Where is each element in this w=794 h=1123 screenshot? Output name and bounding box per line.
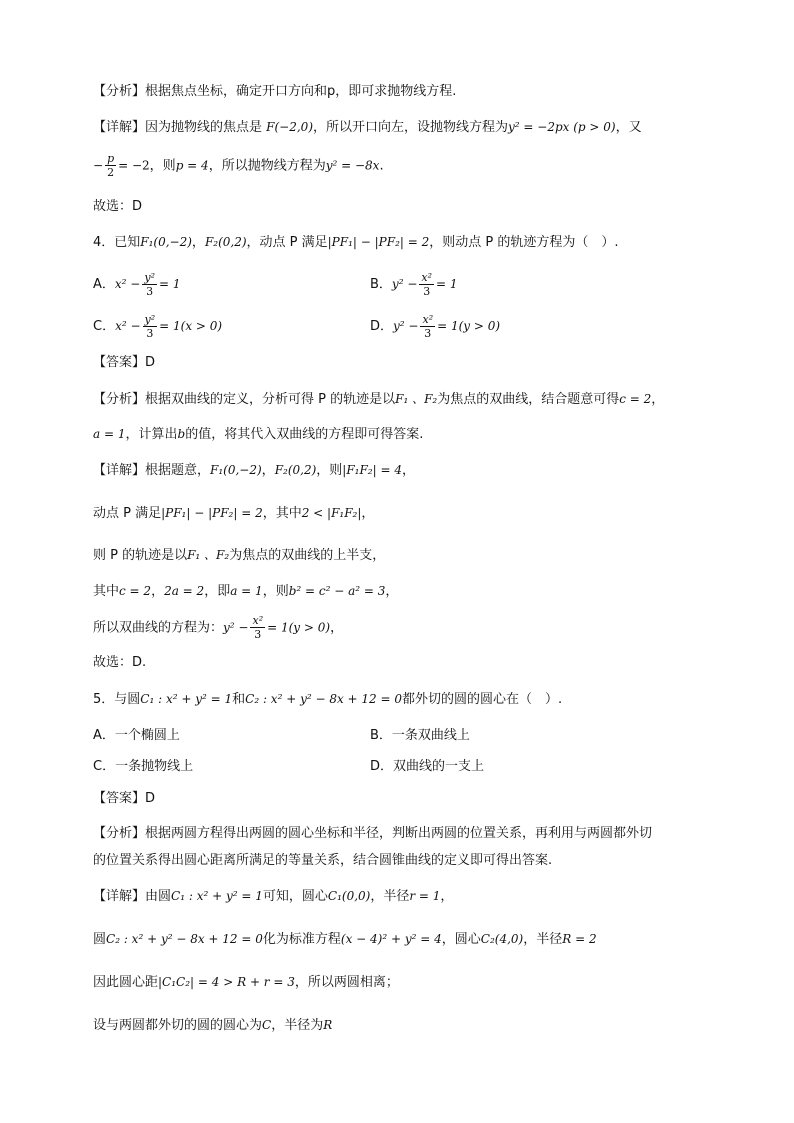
q4-detail-2a: 动点 P 满足 [93, 506, 162, 521]
frac-den: 3 [146, 326, 154, 340]
frac-den: 3 [424, 326, 432, 340]
option-lhs: x² − [115, 319, 141, 333]
q4-detail-1c: ， [261, 463, 275, 478]
option-rhs: = 1 [436, 277, 458, 291]
q4-detail-5end: ， [330, 620, 344, 636]
q5-circle-2: C₂ : x² + y² − 8x + 12 = 0 [245, 692, 403, 706]
q5-stem-b: 和 [232, 692, 246, 707]
q4-analysis-1e: ， [651, 392, 665, 407]
q5-option-a[interactable] [93, 721, 180, 751]
frac-num: x² [252, 614, 264, 627]
q5-detail-c2: C₂ : x² + y² − 8x + 12 = 0 [106, 932, 263, 946]
option-label: D． [370, 759, 394, 774]
q4-detail-line-4 [93, 581, 398, 602]
option-label: D． [370, 319, 394, 334]
q3-detail-text-a: 因为抛物线的焦点是 [145, 120, 263, 135]
option-label: A． [93, 277, 115, 292]
q4-detail-1e: ，则 [316, 463, 343, 478]
q5-stem [93, 689, 562, 710]
q4-analysis-2b: ，计算出 [125, 427, 178, 442]
q4-detail-line-5 [93, 615, 343, 641]
q3-detail-text-c: ，又 [615, 120, 642, 135]
q3-frac-eq: = −2 [118, 158, 150, 173]
q4-analysis-foci: F₁ 、F₂ [395, 392, 438, 406]
q4-detail-foci: F₁ 、F₂ [187, 548, 230, 562]
q4-detail-cond: |PF₁| − |PF₂| = 2 [161, 506, 263, 520]
q4-sep: ， [191, 235, 205, 250]
q3-frac-num: p [107, 152, 115, 165]
q5-option-c[interactable] [93, 752, 193, 782]
q4-detail-lhs: y² − [223, 620, 249, 635]
option-label: A． [93, 728, 115, 743]
q4-stem [93, 232, 619, 253]
q5-detail-C: C [262, 1018, 272, 1032]
q4-detail-1g: ， [401, 463, 415, 478]
frac-den: 3 [146, 284, 154, 298]
q4-analysis-line-1 [93, 389, 664, 410]
option-label: C． [93, 759, 116, 774]
minus-sign: − [93, 158, 104, 173]
q4-detail-1a: 根据题意， [145, 463, 211, 478]
q5-answer: D [145, 791, 156, 806]
q4-detail-ineq: 2 < |F₁F₂| [301, 506, 362, 520]
option-text: 一条抛物线上 [115, 759, 194, 774]
q4-detail-rhs: = 1(y > 0) [267, 620, 331, 635]
q3-analysis-text: 根据焦点坐标，确定开口方向和p，即可求抛物线方程. [145, 84, 457, 99]
q5-detail-4a: 设与两圆都外切的圆的圆心为 [93, 1018, 263, 1033]
q4-f2: F₂(0,2) [204, 235, 247, 249]
q4-detail-4c: ， [151, 584, 165, 599]
q4-detail-4e: ，即 [204, 584, 231, 599]
detail-tag: 【详解】 [93, 889, 146, 904]
q4-detail-4g: ，则 [262, 584, 289, 599]
q5-detail-2c: 化为标准方程 [262, 932, 341, 947]
option-rhs: = 1(x > 0) [159, 319, 223, 333]
q4-option-b[interactable] [370, 269, 458, 300]
q3-frac-den: 2 [107, 166, 115, 179]
option-lhs: x² − [114, 277, 141, 291]
q4-detail-5a: 所以双曲线的方程为： [93, 620, 224, 636]
q5-analysis-1: 根据两圆方程得出两圆的圆心坐标和半径，判断出两圆的位置关系，再利用与两圆都外切 [145, 826, 653, 841]
q5-detail-1g: ， [440, 889, 454, 904]
q4-analysis-a: a = 1 [93, 427, 126, 441]
q3-choose: 故选：D [93, 199, 143, 214]
option-label: B． [370, 277, 392, 292]
q5-stem-a: 5．与圆 [93, 692, 141, 707]
q3-fraction [105, 153, 116, 179]
q4-detail-b2: b² = c² − a² = 3 [288, 584, 386, 598]
q4-detail-line-1 [93, 460, 415, 481]
frac-num: y² [144, 312, 156, 326]
q3-parabola-eq: y² = −8x [325, 158, 380, 173]
q4-choose: 故选：D. [93, 655, 147, 670]
option-label: B． [370, 728, 392, 743]
q5-detail-2e: ，圆心 [441, 932, 481, 947]
q5-detail-line-4 [93, 1015, 332, 1036]
analysis-tag: 【分析】 [93, 84, 146, 99]
option-frac [143, 314, 158, 340]
q4-detail-f1: F₁(0,−2) [210, 463, 262, 477]
q4-detail-c: c = 2 [119, 584, 152, 598]
q4-stem-a: 4．已知 [93, 235, 141, 250]
q5-option-d[interactable] [370, 752, 484, 782]
q4-detail-2e: ， [361, 506, 375, 521]
q5-detail-center1: C₁(0,0) [327, 889, 371, 903]
q5-detail-line-3 [93, 972, 399, 993]
q5-detail-1e: ，半径 [370, 889, 410, 904]
q5-detail-radius: R [323, 1018, 333, 1032]
q5-stem-c: 都外切的圆的圆心在（ ）. [402, 692, 563, 707]
q4-detail-3a: 则 P 的轨迹是以 [93, 548, 188, 563]
q4-stem-c: ，则动点 P 的轨迹方程为（ ）. [429, 235, 619, 250]
q5-analysis-line-1 [93, 824, 652, 844]
q4-answer-line [93, 353, 155, 373]
option-lhs: y² − [391, 277, 418, 291]
q5-detail-line-2 [93, 929, 597, 950]
q5-detail-1c: 可知，圆心 [262, 889, 328, 904]
q3-detail-line-2 [93, 153, 384, 179]
option-label: C． [93, 319, 116, 334]
q3-line2-mid: ，则 [149, 158, 176, 174]
q5-detail-R: R = 2 [562, 932, 597, 946]
q4-stem-b: ，动点 P 满足 [246, 235, 328, 250]
q5-circle-1: C₁ : x² + y² = 1 [140, 692, 233, 706]
q5-detail-4c: ，半径为 [271, 1018, 324, 1033]
frac-num: x² [422, 312, 434, 326]
option-rhs: = 1 [158, 277, 181, 291]
q5-detail-3a: 因此圆心距 [93, 975, 159, 990]
q4-detail-line-2 [93, 503, 374, 524]
q3-analysis-line [93, 82, 456, 102]
detail-tag: 【详解】 [93, 463, 146, 478]
q4-detail-a: a = 1 [230, 584, 263, 598]
option-text: 一条双曲线上 [391, 728, 470, 743]
q3-focus-math: F(−2,0) [266, 120, 313, 134]
q5-detail-center2: C₂(4,0) [480, 932, 524, 946]
q4-analysis-line-2 [93, 424, 423, 445]
answer-tag: 【答案】 [93, 791, 146, 806]
q4-analysis-c: c = 2 [619, 392, 652, 406]
q3-line2-tail: ，所以抛物线方程为 [208, 158, 326, 174]
detail-tag: 【详解】 [93, 120, 146, 135]
q4-detail-frac [250, 615, 265, 641]
q4-analysis-1a: 根据双曲线的定义，分析可得 P 的轨迹是以 [145, 392, 396, 407]
frac-num: y² [144, 270, 155, 284]
q4-option-d[interactable] [370, 311, 500, 342]
q5-answer-line [93, 789, 155, 809]
option-rhs: = 1(y > 0) [437, 319, 501, 333]
option-lhs: y² − [393, 319, 419, 333]
q3-parabola-general: y² = −2px (p > 0) [508, 120, 616, 134]
q4-detail-line-3 [93, 545, 385, 566]
q4-analysis-1c: 为焦点的双曲线，结合题意可得 [437, 392, 620, 407]
q5-analysis-2: 的位置关系得出圆心距离所满足的等量关系，结合圆锥曲线的定义即可得出答案. [93, 853, 553, 868]
option-frac [419, 272, 434, 298]
frac-den: 3 [423, 284, 431, 298]
q4-detail-f1f2: |F₁F₂| = 4 [342, 463, 402, 477]
frac-den: 3 [254, 628, 262, 641]
q4-detail-4a: 其中 [93, 584, 120, 599]
q5-detail-2a: 圆 [93, 932, 107, 947]
q4-f1: F₁(0,−2) [140, 235, 192, 249]
q4-detail-2c: ，其中 [262, 506, 302, 521]
q4-answer: D [145, 355, 156, 370]
q4-option-a[interactable] [93, 269, 181, 300]
q4-detail-f2: F₂(0,2) [274, 463, 317, 477]
q5-detail-r: r = 1 [409, 889, 441, 903]
option-frac [142, 272, 157, 298]
q5-detail-line-1 [93, 886, 453, 907]
q4-option-c[interactable] [93, 311, 222, 342]
answer-tag: 【答案】 [93, 355, 146, 370]
q4-analysis-2d: 的值，将其代入双曲线的方程即可得答案. [185, 427, 424, 442]
option-frac [420, 314, 435, 340]
q3-detail-line [93, 117, 642, 138]
q3-line2-end: . [379, 158, 384, 174]
analysis-tag: 【分析】 [93, 826, 146, 841]
q5-detail-std: (x − 4)² + y² = 4 [340, 932, 442, 946]
q5-detail-dist: |C₁C₂| = 4 > R + r = 3 [158, 975, 295, 989]
q4-condition: |PF₁| − |PF₂| = 2 [327, 235, 430, 249]
q5-option-b[interactable] [370, 721, 470, 751]
q3-detail-text-b: ，所以开口向左，设抛物线方程为 [313, 120, 509, 135]
q4-detail-4i: ， [385, 584, 399, 599]
q5-detail-3c: ，所以两圆相离； [294, 975, 399, 990]
q5-detail-c1: C₁ : x² + y² = 1 [171, 889, 263, 903]
analysis-tag: 【分析】 [93, 392, 146, 407]
q5-detail-1a: 由圆 [145, 889, 172, 904]
q4-detail-2a: 2a = 2 [164, 584, 205, 598]
frac-num: x² [421, 270, 433, 284]
option-text: 一个椭圆上 [114, 728, 180, 743]
q5-detail-2g: ，半径 [523, 932, 563, 947]
q3-p-value: p = 4 [175, 158, 209, 173]
option-text: 双曲线的一支上 [393, 759, 485, 774]
q4-detail-3c: 为焦点的双曲线的上半支， [229, 548, 386, 563]
q5-analysis-line-2 [93, 851, 552, 871]
q4-analysis-b: b [177, 427, 186, 441]
